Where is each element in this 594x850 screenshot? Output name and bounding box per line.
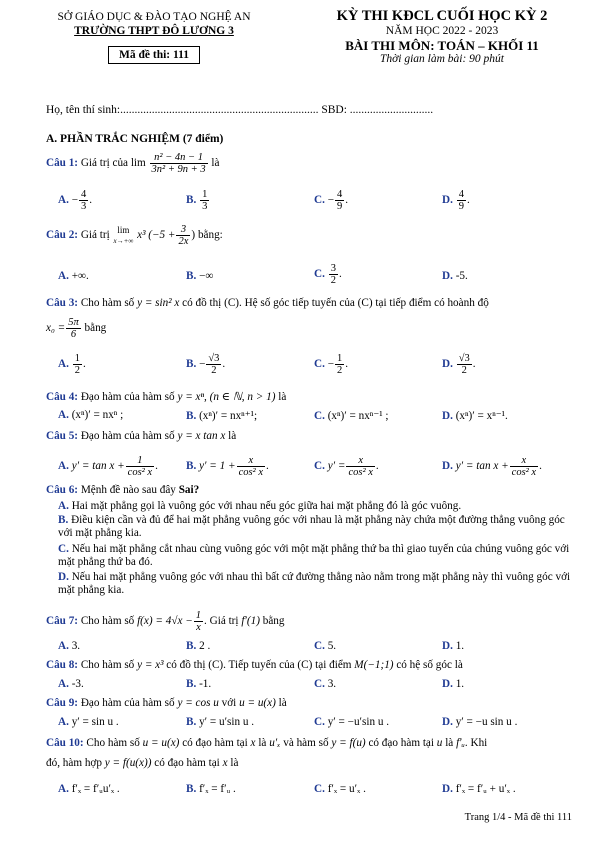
exam-time: Thời gian làm bài: 90 phút <box>379 53 505 65</box>
q6-option-b: B. Điều kiện cần và đủ để hai mặt phẳng vuông góc với nhau là mặt phẳng này chứa một đường thẳng vuông góc với mặt phẳng kia. <box>58 514 565 539</box>
header-right <box>300 8 584 66</box>
question-5: Câu 5: Đạo hàm của hàm số y = x tan x là <box>46 430 237 442</box>
q9-option-b: B. y′ = u′sin u . <box>186 716 255 728</box>
question-6: Câu 6: Mệnh đề nào sau đây Sai? <box>46 484 200 496</box>
q4-option-d: D. (xⁿ)′ = xⁿ⁻¹. <box>442 410 508 422</box>
question-4: Câu 4: Đạo hàm của hàm số y = xⁿ, (n ∈ ℕ, n > 1) là <box>46 391 287 403</box>
q7-option-d: D. 1. <box>442 640 465 652</box>
q3-option-d: D. $\frac{√3}{2}$ . <box>442 353 476 376</box>
q7-option-b: B. 2 . <box>186 640 211 652</box>
q10-option-c: C. f′ₓ = u′ₓ . <box>314 783 366 795</box>
q7-option-a: A. 3. <box>58 640 81 652</box>
q7-option-c: C. 5. <box>314 640 337 652</box>
q8-option-b: B. -1. <box>186 678 212 690</box>
question-10: Câu 10: Cho hàm số u = u(x) có đạo hàm tại x là u′ₓ và hàm số y = f(u) có đạo hàm tại u là f′ᵤ. Khi <box>46 737 488 749</box>
question-10-line-2: đó, hàm hợp y = f(u(x)) có đạo hàm tại x là <box>46 757 239 769</box>
q1-option-a: A. − $\frac{4}{3}$ . <box>58 189 93 212</box>
q9-option-a: A. y′ = sin u . <box>58 716 119 728</box>
q5-option-d: D. y′ = tan x + $\frac{x}{\text{cos² x}}$ . <box>442 455 542 478</box>
q4-option-c: C. (xⁿ)′ = nxⁿ⁻¹ ; <box>314 410 389 422</box>
exam-title: KỲ THI KĐCL CUỐI HỌC KỲ 2 <box>336 8 548 24</box>
header-left <box>30 10 278 64</box>
q5-option-a: A. y′ = tan x + $\frac{1}{\text{cos² x}}$ . <box>58 455 158 478</box>
q1-option-c: C. − $\frac{4}{9}$ . <box>314 189 349 212</box>
q9-option-d: D. y′ = −u sin u . <box>442 716 518 728</box>
question-2: Câu 2: Giá trị lim x→+∞ x³ (−5 + $\frac{3}{2x}$ ) bằng: <box>46 224 223 247</box>
q10-option-d: D. f′ₓ = f′ᵤ + u′ₓ . <box>442 783 516 795</box>
section-a-title: A. PHẦN TRẮC NGHIỆM (7 điểm) <box>46 133 224 145</box>
school-name: TRƯỜNG THPT ĐÔ LƯƠNG 3 <box>74 25 234 37</box>
q8-option-d: D. 1. <box>442 678 465 690</box>
school-year: NĂM HỌC 2022 - 2023 <box>385 25 499 37</box>
question-3-line-2: x₀ = $\frac{5\pi}{6}$ bằng <box>46 317 107 340</box>
q4-option-a: A. (xⁿ)′ = nxⁿ ; <box>58 409 124 421</box>
question-7: Câu 7: Cho hàm số f(x) = 4√x − $\frac{1}{x}$ . Giá trị f′(1) bằng <box>46 610 285 633</box>
q10-option-a: A. f′ₓ = f′ᵤu′ₓ . <box>58 783 120 795</box>
q1-option-d: D. $\frac{4}{9}$ . <box>442 189 470 212</box>
q3-option-c: C. − $\frac{1}{2}$ . <box>314 353 349 376</box>
q6-option-d: D. Nếu hai mặt phẳng vuông góc với nhau thì bất cứ đường thẳng nào nằm trong mặt phẳng này thì vuông góc với mặt phẳng kia. <box>58 571 571 596</box>
question-8: Câu 8: Cho hàm số y = x³ có đồ thị (C). Tiếp tuyến của (C) tại điểm M(−1;1) có hệ số góc là <box>46 659 463 671</box>
q6-option-c: C. Nếu hai mặt phẳng cắt nhau cùng vuông góc với một mặt phẳng thứ ba thì giao tuyến của chúng vuông góc với mặt phẳng thứ ba đó. <box>58 543 570 568</box>
student-info-line: Họ, tên thí sinh:..................................................................... SBD: ............................. <box>46 104 434 116</box>
q2-option-d: D. -5. <box>442 270 468 282</box>
q5-option-b: B. y′ = 1 + $\frac{x}{\text{cos² x}}$ . <box>186 455 269 478</box>
q2-option-c: C. $\frac{3}{2}$ . <box>314 263 342 286</box>
q10-option-b: B. f′ₓ = f′ᵤ . <box>186 783 236 795</box>
page-footer: Trang 1/4 - Mã đề thi 111 <box>464 812 572 823</box>
question-3: Câu 3: Cho hàm số y = sin² x có đồ thị (C). Hệ số góc tiếp tuyến của (C) tại tiếp điểm có hoành độ <box>46 297 489 309</box>
exam-code-box: Mã đề thi: 111 <box>108 46 200 64</box>
q2-option-a: A. +∞. <box>58 270 89 282</box>
q1-option-b: B. $\frac{1}{3}$ <box>186 189 208 212</box>
fraction: $\frac{\text{n² − 4n − 1}}{\text{3n² + 9n + 3}}$ <box>151 152 206 175</box>
q8-option-a: A. -3. <box>58 678 84 690</box>
q6-option-a: A. Hai mặt phẳng gọi là vuông góc với nhau nếu góc giữa hai mặt phẳng đó là góc vuông. <box>58 500 462 512</box>
question-9: Câu 9: Đạo hàm của hàm số y = cos u với u = u(x) là <box>46 697 287 709</box>
q8-option-c: C. 3. <box>314 678 337 690</box>
department-name: SỞ GIÁO DỤC & ĐÀO TẠO NGHỆ AN <box>57 11 251 23</box>
q2-option-b: B. −∞ <box>186 270 214 282</box>
q9-option-c: C. y′ = −u′sin u . <box>314 716 390 728</box>
q3-option-b: B. − $\frac{√3}{2}$ . <box>186 353 226 376</box>
q3-option-a: A. $\frac{1}{2}$ . <box>58 353 86 376</box>
q5-option-c: C. y′ = $\frac{x}{\text{cos² x}}$ . <box>314 455 379 478</box>
question-1: Câu 1: Giá trị của lim $\frac{\text{n² − 4n − 1}}{\text{3n² + 9n + 3}}$ là <box>46 152 220 175</box>
q4-option-b: B. (xⁿ)′ = nxⁿ⁺¹; <box>186 410 258 422</box>
exam-subject: BÀI THI MÔN: TOÁN – KHỐI 11 <box>345 38 539 53</box>
